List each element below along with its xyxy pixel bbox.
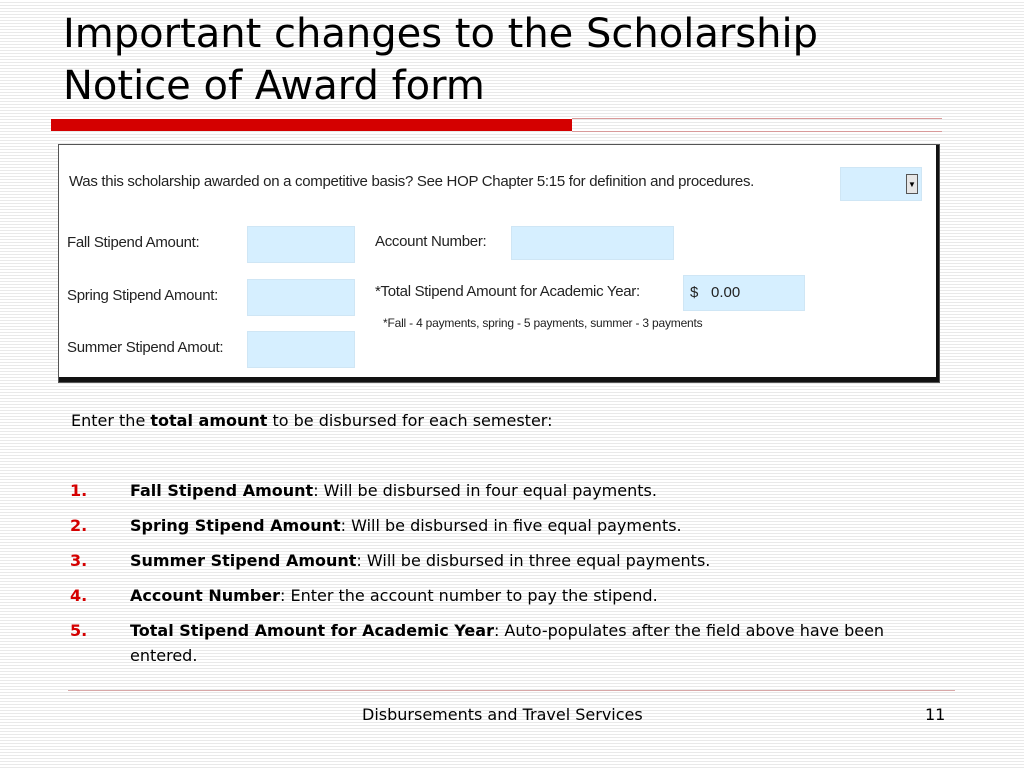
dropdown-arrow-icon[interactable]: ▼ — [906, 174, 918, 194]
fall-stipend-label: Fall Stipend Amount: — [67, 234, 200, 251]
list-term: Spring Stipend Amount — [130, 516, 341, 535]
instructions-intro — [71, 411, 552, 430]
account-number-label: Account Number: — [375, 233, 487, 250]
title-divider-top — [572, 118, 942, 119]
slide-title-line-1: Important changes to the Scholarship — [63, 11, 818, 57]
list-desc: : Enter the account number to pay the stipend. — [280, 586, 658, 605]
list-item — [70, 618, 930, 668]
list-term: Fall Stipend Amount — [130, 481, 314, 500]
summer-stipend-input[interactable] — [247, 331, 355, 368]
instructions-list — [70, 478, 930, 678]
total-stipend-label: *Total Stipend Amount for Academic Year: — [375, 283, 640, 300]
page-number: 11 — [925, 705, 946, 724]
footer-department: Disbursements and Travel Services — [362, 705, 643, 724]
summer-stipend-label: Summer Stipend Amout: — [67, 339, 224, 356]
spring-stipend-label: Spring Stipend Amount: — [67, 287, 219, 304]
list-desc: : Will be disbursed in four equal payments. — [313, 481, 657, 500]
list-number: 4. — [70, 586, 88, 605]
list-desc: : Will be disbursed in three equal payments. — [356, 551, 711, 570]
list-number: 5. — [70, 621, 88, 640]
total-stipend-field — [683, 275, 805, 311]
intro-suffix: to be disbursed for each semester: — [267, 411, 553, 430]
list-item — [70, 478, 930, 503]
list-number: 3. — [70, 551, 88, 570]
title-divider-bottom — [572, 131, 942, 132]
list-item — [70, 548, 930, 573]
slide-title — [63, 8, 963, 112]
list-number: 2. — [70, 516, 88, 535]
competitive-basis-question: Was this scholarship awarded on a competitive basis? See HOP Chapter 5:15 for definition and procedures. — [69, 173, 755, 190]
fall-stipend-input[interactable] — [247, 226, 355, 263]
account-number-input[interactable] — [511, 226, 674, 260]
competitive-basis-select[interactable] — [840, 167, 922, 201]
list-item — [70, 583, 930, 608]
list-term: Summer Stipend Amount — [130, 551, 357, 570]
list-number: 1. — [70, 481, 88, 500]
list-item — [70, 513, 930, 538]
currency-symbol: $ — [690, 284, 699, 301]
list-term: Total Stipend Amount for Academic Year — [130, 621, 494, 640]
slide-title-line-2: Notice of Award form — [63, 63, 485, 109]
title-accent-bar — [51, 119, 572, 131]
total-stipend-value: 0.00 — [711, 284, 741, 301]
list-desc: : Will be disbursed in five equal payments. — [340, 516, 682, 535]
list-term: Account Number — [130, 586, 280, 605]
list-desc: : Auto-populates after the field above have been entered. — [130, 621, 885, 665]
intro-bold: total amount — [150, 411, 268, 430]
footer-divider — [68, 690, 955, 691]
intro-prefix: Enter the — [71, 411, 151, 430]
award-form-screenshot — [58, 144, 940, 383]
payments-note: *Fall - 4 payments, spring - 5 payments, summer - 3 payments — [383, 316, 703, 330]
spring-stipend-input[interactable] — [247, 279, 355, 316]
